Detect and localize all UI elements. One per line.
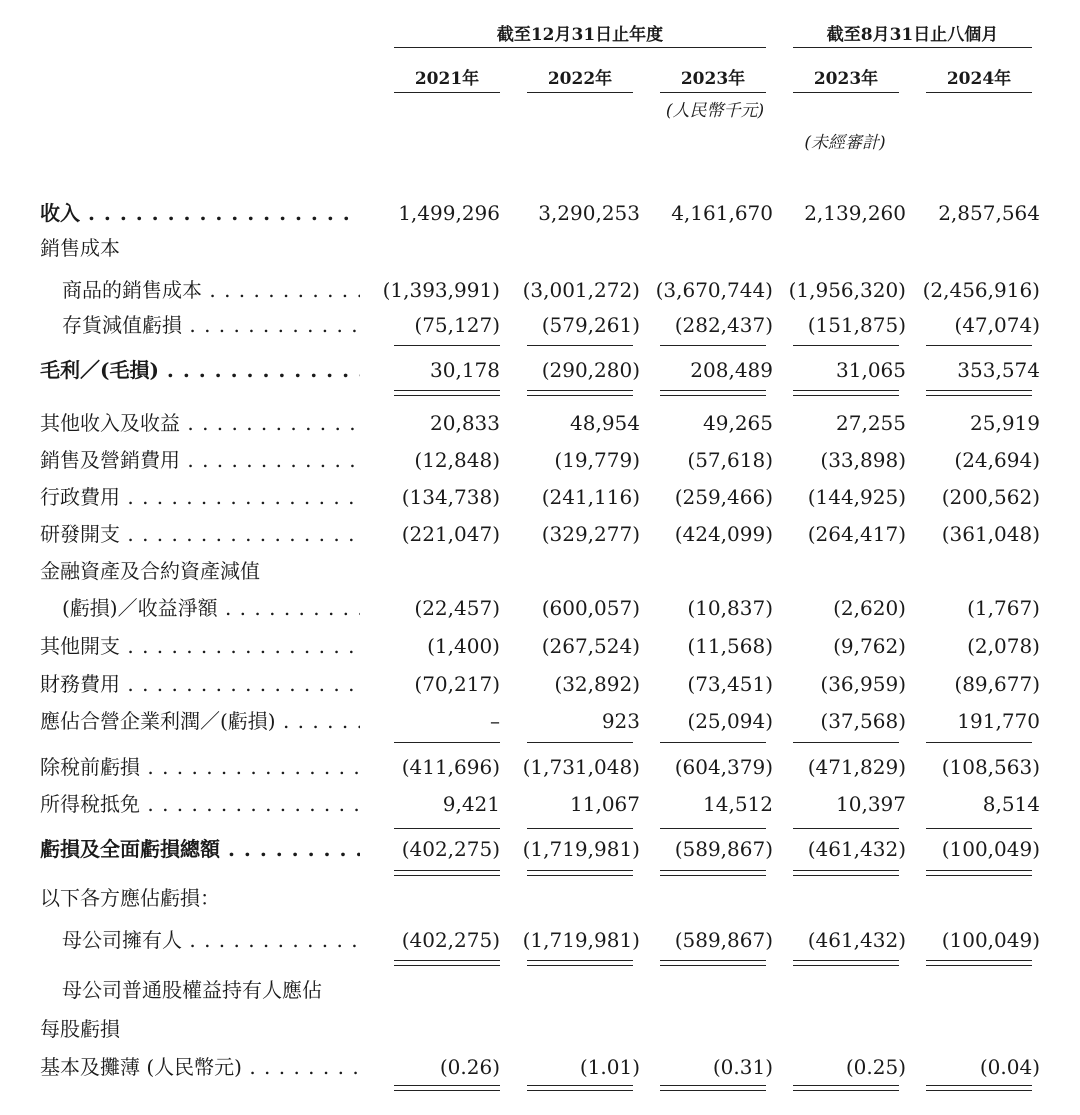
row-value: (424,099) (674, 522, 773, 546)
row-label (40, 789, 360, 819)
row-value: (24,694) (954, 448, 1040, 472)
dot-leader (120, 672, 360, 696)
row-label (40, 482, 360, 512)
table-row (0, 482, 1080, 512)
row-value: (461,432) (807, 837, 906, 861)
dot-leader (182, 313, 360, 337)
table-row (0, 631, 1080, 661)
row-value: (579,261) (541, 313, 640, 337)
column-rule (527, 92, 633, 93)
row-value: (589,867) (674, 837, 773, 861)
unaudited-note: (未經審計) (804, 133, 886, 153)
row-label-text: 金融資產及合約資產減值 (40, 559, 260, 583)
row-value: (402,275) (401, 928, 500, 952)
header-rule (394, 47, 766, 48)
subtotal-rule (660, 828, 766, 829)
row-value: (264,417) (807, 522, 906, 546)
header-rule (793, 47, 1032, 48)
total-double-rule (527, 390, 633, 396)
row-value: (2,078) (967, 634, 1040, 658)
row-value: (471,829) (807, 755, 906, 779)
row-value: (241,116) (541, 485, 640, 509)
row-value: (33,898) (820, 448, 906, 472)
row-value: (3,001,272) (522, 278, 640, 302)
row-label-text: 每股虧損 (40, 1017, 120, 1041)
column-rule (793, 92, 899, 93)
row-value: 1,499,296 (398, 201, 500, 225)
total-double-rule (527, 960, 633, 966)
row-value: (2,620) (833, 596, 906, 620)
total-double-rule (394, 870, 500, 876)
header-group-year: 截至12月31日止年度 (496, 25, 664, 45)
dot-leader (182, 928, 360, 952)
row-value: (1,719,981) (522, 837, 640, 861)
row-value: (3,670,744) (655, 278, 773, 302)
total-double-rule (660, 1085, 766, 1091)
row-value: (144,925) (807, 485, 906, 509)
row-value: (2,456,916) (922, 278, 1040, 302)
row-label (62, 975, 360, 1005)
row-label-text: 商品的銷售成本 (62, 278, 202, 302)
total-double-rule (394, 1085, 500, 1091)
row-value: (11,568) (687, 634, 773, 658)
row-label (62, 593, 360, 623)
table-row (0, 706, 1080, 736)
row-label-text: 銷售成本 (40, 236, 120, 260)
row-value: (75,127) (414, 313, 500, 337)
table-row (0, 556, 1080, 586)
row-label-text: 其他收入及收益 (40, 411, 180, 435)
total-double-rule (793, 960, 899, 966)
row-value: 14,512 (703, 792, 773, 816)
table-row (0, 593, 1080, 623)
dot-leader (140, 755, 360, 779)
row-label-text: 所得稅抵免 (40, 792, 140, 816)
row-value: 923 (601, 709, 640, 733)
row-value: 353,574 (957, 358, 1040, 382)
table-row (0, 233, 1080, 263)
dot-leader (120, 634, 360, 658)
row-label-text: 財務費用 (40, 672, 120, 696)
table-row (0, 883, 1080, 913)
row-value: (589,867) (674, 928, 773, 952)
subtotal-rule (926, 345, 1032, 346)
dot-leader (202, 278, 360, 302)
subtotal-rule (394, 742, 500, 743)
row-value: (221,047) (401, 522, 500, 546)
row-label-text: 收入 (40, 201, 80, 225)
row-value: (10,837) (687, 596, 773, 620)
column-rule (660, 92, 766, 93)
total-double-rule (394, 390, 500, 396)
row-label-text: 母公司擁有人 (62, 928, 182, 952)
subtotal-rule (660, 345, 766, 346)
row-value: (47,074) (954, 313, 1040, 337)
row-value: (1,400) (427, 634, 500, 658)
row-value: (1,719,981) (522, 928, 640, 952)
row-label (40, 355, 360, 385)
table-row (0, 198, 1080, 228)
total-double-rule (660, 390, 766, 396)
table-row (0, 275, 1080, 305)
row-label-text: 除稅前虧損 (40, 755, 140, 779)
row-label-text: 應佔合營企業利潤／(虧損) (40, 709, 276, 733)
row-value: 3,290,253 (538, 201, 640, 225)
row-value: (1,956,320) (788, 278, 906, 302)
total-double-rule (926, 1085, 1032, 1091)
row-value: (267,524) (541, 634, 640, 658)
row-label (62, 275, 360, 305)
row-value: (37,568) (820, 709, 906, 733)
row-value: 27,255 (836, 411, 906, 435)
subtotal-rule (926, 742, 1032, 743)
row-value: 8,514 (982, 792, 1040, 816)
row-value: (36,959) (820, 672, 906, 696)
row-label-text: 虧損及全面虧損總額 (40, 837, 220, 861)
row-value: 30,178 (430, 358, 500, 382)
table-row (0, 445, 1080, 475)
total-double-rule (793, 390, 899, 396)
dot-leader (80, 201, 360, 225)
row-value: 2,139,260 (804, 201, 906, 225)
total-double-rule (527, 1085, 633, 1091)
row-label (62, 925, 360, 955)
row-label-text: 銷售及營銷費用 (40, 448, 180, 472)
row-value: (0.04) (979, 1055, 1040, 1079)
total-double-rule (394, 960, 500, 966)
row-value: (70,217) (414, 672, 500, 696)
total-double-rule (527, 870, 633, 876)
row-value: (89,677) (954, 672, 1040, 696)
row-label (40, 631, 360, 661)
row-value: (461,432) (807, 928, 906, 952)
table-row (0, 834, 1080, 864)
row-value: (151,875) (807, 313, 906, 337)
row-label (62, 310, 360, 340)
row-value: (9,762) (833, 634, 906, 658)
total-double-rule (793, 1085, 899, 1091)
row-label (40, 752, 360, 782)
row-label (40, 834, 360, 864)
row-value: (134,738) (401, 485, 500, 509)
table-row (0, 975, 1080, 1005)
row-value: – (490, 709, 500, 733)
total-double-rule (926, 960, 1032, 966)
row-value: (100,049) (941, 837, 1040, 861)
subtotal-rule (793, 345, 899, 346)
row-label (40, 1014, 360, 1044)
row-value: (0.25) (845, 1055, 906, 1079)
table-row (0, 408, 1080, 438)
total-double-rule (660, 870, 766, 876)
dot-leader (159, 358, 360, 382)
row-value: (259,466) (674, 485, 773, 509)
row-value: (604,379) (674, 755, 773, 779)
total-double-rule (660, 960, 766, 966)
row-value: 4,161,670 (671, 201, 773, 225)
row-value: (100,049) (941, 928, 1040, 952)
row-value: (22,457) (414, 596, 500, 620)
row-value: (329,277) (541, 522, 640, 546)
row-label (40, 519, 360, 549)
subtotal-rule (926, 828, 1032, 829)
row-label (40, 408, 360, 438)
column-rule (394, 92, 500, 93)
dot-leader (220, 837, 360, 861)
row-value: (290,280) (541, 358, 640, 382)
row-label (40, 1052, 360, 1082)
row-label-text: 基本及攤薄 (人民幣元) (40, 1055, 242, 1079)
row-label (40, 233, 360, 263)
dot-leader (140, 792, 360, 816)
row-value: (402,275) (401, 837, 500, 861)
row-label-text: 其他開支 (40, 634, 120, 658)
dot-leader (242, 1055, 360, 1079)
dot-leader (218, 596, 360, 620)
table-row (0, 789, 1080, 819)
table-row (0, 519, 1080, 549)
row-value: (19,779) (554, 448, 640, 472)
subtotal-rule (394, 828, 500, 829)
row-label-text: (虧損)／收益淨額 (62, 596, 218, 620)
row-label-text: 行政費用 (40, 485, 120, 509)
row-value: 48,954 (570, 411, 640, 435)
row-value: (25,094) (687, 709, 773, 733)
subtotal-rule (527, 742, 633, 743)
row-value: 9,421 (442, 792, 500, 816)
row-value: 10,397 (836, 792, 906, 816)
row-value: (282,437) (674, 313, 773, 337)
column-header: 2022年 (547, 69, 613, 89)
row-label (40, 883, 360, 913)
column-header: 2021年 (414, 69, 480, 89)
table-row (0, 925, 1080, 955)
subtotal-rule (793, 828, 899, 829)
row-value: 20,833 (430, 411, 500, 435)
table-row (0, 1014, 1080, 1044)
row-value: (600,057) (541, 596, 640, 620)
row-label (40, 669, 360, 699)
row-value: 11,067 (570, 792, 640, 816)
subtotal-rule (660, 742, 766, 743)
subtotal-rule (527, 345, 633, 346)
row-value: (200,562) (941, 485, 1040, 509)
table-row (0, 310, 1080, 340)
row-value: (1,731,048) (522, 755, 640, 779)
row-value: (108,563) (941, 755, 1040, 779)
row-value: 25,919 (970, 411, 1040, 435)
header-group-eight-months: 截至8月31日止八個月 (826, 25, 999, 45)
subtotal-rule (527, 828, 633, 829)
row-label (40, 706, 360, 736)
dot-leader (276, 709, 360, 733)
subtotal-rule (793, 742, 899, 743)
row-label-text: 研發開支 (40, 522, 120, 546)
dot-leader (120, 522, 360, 546)
row-value: (73,451) (687, 672, 773, 696)
column-header: 2023年 (813, 69, 879, 89)
row-value: (411,696) (401, 755, 500, 779)
dot-leader (180, 448, 360, 472)
row-value: (0.31) (712, 1055, 773, 1079)
row-label-text: 以下各方應佔虧損： (40, 886, 220, 910)
row-value: (1,767) (967, 596, 1040, 620)
row-label-text: 存貨減值虧損 (62, 313, 182, 337)
row-value: 208,489 (690, 358, 773, 382)
dot-leader (180, 411, 360, 435)
table-row (0, 355, 1080, 385)
row-value: 2,857,564 (938, 201, 1040, 225)
row-value: (1.01) (579, 1055, 640, 1079)
total-double-rule (926, 390, 1032, 396)
row-label-text: 毛利／(毛損) (40, 358, 159, 382)
row-value: (0.26) (439, 1055, 500, 1079)
column-header: 2024年 (946, 69, 1012, 89)
table-row (0, 1052, 1080, 1082)
row-value: (57,618) (687, 448, 773, 472)
row-label (40, 198, 360, 228)
column-rule (926, 92, 1032, 93)
row-label (40, 445, 360, 475)
column-header: 2023年 (680, 69, 746, 89)
row-value: (1,393,991) (382, 278, 500, 302)
dot-leader (120, 485, 360, 509)
row-value: (12,848) (414, 448, 500, 472)
row-value: (32,892) (554, 672, 640, 696)
table-row (0, 752, 1080, 782)
row-value: (361,048) (941, 522, 1040, 546)
table-row (0, 669, 1080, 699)
total-double-rule (793, 870, 899, 876)
currency-note: (人民幣千元) (665, 101, 765, 121)
row-label-text: 母公司普通股權益持有人應佔 (62, 978, 322, 1002)
total-double-rule (926, 870, 1032, 876)
row-label (40, 556, 360, 586)
row-value: 31,065 (836, 358, 906, 382)
subtotal-rule (394, 345, 500, 346)
row-value: 49,265 (703, 411, 773, 435)
row-value: 191,770 (957, 709, 1040, 733)
